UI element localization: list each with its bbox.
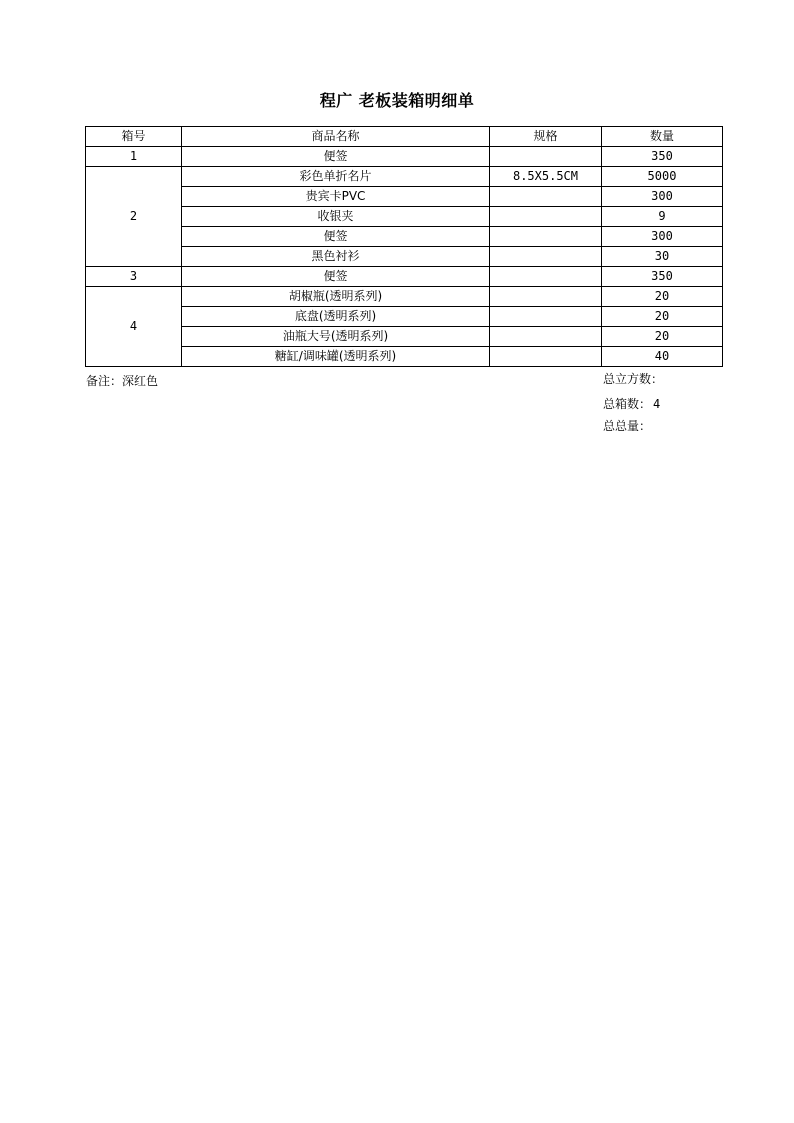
table-row [86, 307, 723, 327]
product-quantity: 20 [602, 287, 723, 307]
product-spec [490, 147, 602, 167]
product-name: 便签 [182, 227, 490, 247]
remark-note: 备注：深红色 [86, 374, 159, 388]
product-spec [490, 207, 602, 227]
product-name: 便签 [182, 147, 490, 167]
header-spec: 规格 [490, 127, 602, 147]
total-boxes [603, 395, 660, 412]
product-quantity: 20 [602, 327, 723, 347]
page-title: 程广 老板装箱明细单 [319, 91, 475, 110]
product-quantity: 5000 [602, 167, 723, 187]
table-row [86, 187, 723, 207]
header-box-no: 箱号 [86, 127, 182, 147]
product-quantity: 300 [602, 187, 723, 207]
product-spec [490, 267, 602, 287]
packing-list-table [85, 126, 723, 367]
total-volume-label: 总立方数： [603, 372, 664, 386]
table-row [86, 247, 723, 267]
product-spec [490, 227, 602, 247]
header-quantity: 数量 [602, 127, 723, 147]
box-number: 4 [86, 287, 182, 367]
total-quantity [603, 417, 653, 434]
total-boxes-label: 总箱数： [603, 397, 652, 411]
product-spec [490, 327, 602, 347]
box-number: 2 [86, 167, 182, 267]
total-volume [603, 370, 665, 387]
total-boxes-value: 4 [653, 397, 661, 411]
product-quantity: 9 [602, 207, 723, 227]
box-number: 1 [86, 147, 182, 167]
table-row [86, 167, 723, 187]
product-spec: 8.5X5.5CM [490, 167, 602, 187]
table-row [86, 347, 723, 367]
product-name: 收银夹 [182, 207, 490, 227]
product-name: 彩色单折名片 [182, 167, 490, 187]
product-quantity: 20 [602, 307, 723, 327]
table-header-row [86, 127, 723, 147]
header-product-name: 商品名称 [182, 127, 490, 147]
product-name: 胡椒瓶(透明系列) [182, 287, 490, 307]
table-row [86, 267, 723, 287]
product-quantity: 350 [602, 267, 723, 287]
table-row [86, 287, 723, 307]
table-row [86, 327, 723, 347]
product-name: 便签 [182, 267, 490, 287]
product-quantity: 30 [602, 247, 723, 267]
product-name: 底盘(透明系列) [182, 307, 490, 327]
product-name: 黑色衬衫 [182, 247, 490, 267]
product-name: 糖缸/调味罐(透明系列) [182, 347, 490, 367]
table-row [86, 227, 723, 247]
total-quantity-label: 总总量： [603, 419, 652, 433]
product-spec [490, 187, 602, 207]
product-spec [490, 287, 602, 307]
table-row [86, 147, 723, 167]
product-spec [490, 247, 602, 267]
product-quantity: 350 [602, 147, 723, 167]
product-spec [490, 307, 602, 327]
product-name: 油瓶大号(透明系列) [182, 327, 490, 347]
product-name: 贵宾卡PVC [182, 187, 490, 207]
table-row [86, 207, 723, 227]
product-spec [490, 347, 602, 367]
product-quantity: 40 [602, 347, 723, 367]
product-quantity: 300 [602, 227, 723, 247]
box-number: 3 [86, 267, 182, 287]
